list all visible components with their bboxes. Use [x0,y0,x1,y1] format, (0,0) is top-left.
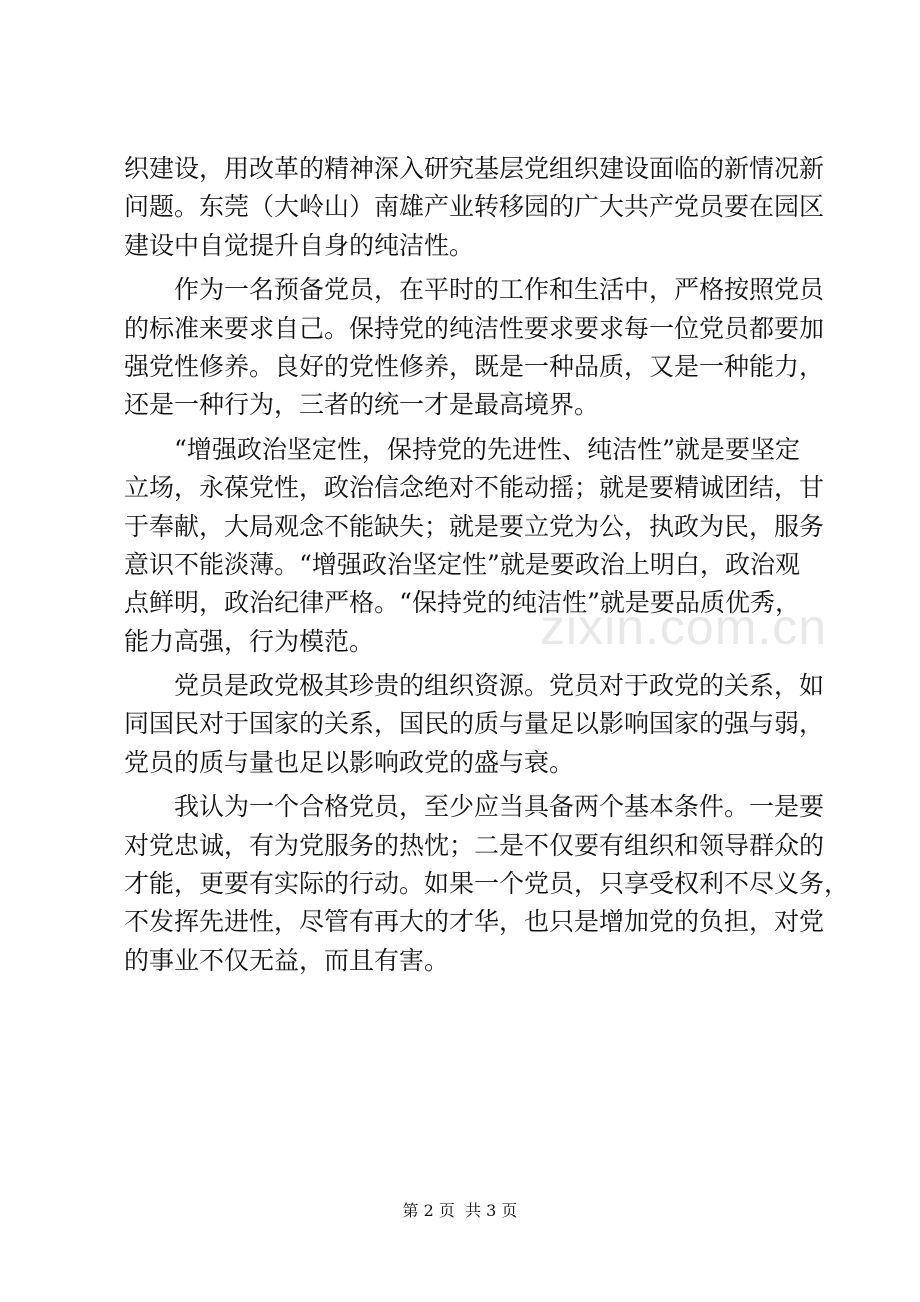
text-line: 点鲜明，政治纪律严格。“保持党的纯洁性”就是要品质优秀， [124,588,800,618]
text-line: 立场，永葆党性，政治信念绝对不能动摇；就是要精诚团结，甘 [124,473,825,503]
text-line: 党员的质与量也足以影响政党的盛与衰。 [124,747,575,777]
text-line: “增强政治坚定性，保持党的先进性、纯洁性”就是要坚定 [174,434,800,464]
text-line: 于奉献，大局观念不能缺失；就是要立党为公，执政为民，服务 [124,511,825,541]
text-line: 织建设，用改革的精神深入研究基层党组织建设面临的新情况新 [124,154,825,183]
text-line: 我认为一个合格党员，至少应当具备两个基本条件。一是要 [174,792,825,822]
text-line: 建设中自觉提升自身的纯洁性。 [124,230,475,260]
text-line: 强党性修养。良好的党性修养，既是一种品质，又是一种能力， [124,351,825,381]
text-line: 作为一名预备党员，在平时的工作和生活中，严格按照党员 [174,275,825,305]
paragraph [124,150,825,265]
text-line: 问题。东莞（大岭山）南雄产业转移园的广大共产党员要在园区 [124,192,825,222]
text-line: 党员是政党极其珍贵的组织资源。党员对于政党的关系，如 [174,671,825,701]
paragraph [124,788,850,980]
text-line: 的标准来要求自己。保持党的纯洁性要求要求每一位党员都要加 [124,313,825,343]
text-line: 意识不能淡薄。“增强政治坚定性”就是要政治上明白，政治观 [124,549,800,579]
watermark: zixin.com.cn [540,599,828,655]
text-line: 对党忠诚，有为党服务的热忱；二是不仅要有组织和领导群众的 [124,830,825,860]
text-line: 的事业不仅无益，而且有害。 [124,945,450,975]
text-line: 还是一种行为，三者的统一才是最高境界。 [124,390,600,420]
text-line: 能力高强，行为模范。 [124,626,375,656]
text-line: 不发挥先进性，尽管有再大的才华，也只是增加党的负担，对党 [124,907,825,937]
text-line: 同国民对于国家的关系，国民的质与量足以影响国家的强与弱， [124,709,825,739]
paragraph [124,667,825,782]
page-footer: 第 2 页 共 3 页 [402,1201,518,1220]
text-line: 才能，更要有实际的行动。如果一个党员，只享受权利不尽义务， [124,869,850,899]
document-body [124,150,850,980]
paragraph [124,271,825,425]
